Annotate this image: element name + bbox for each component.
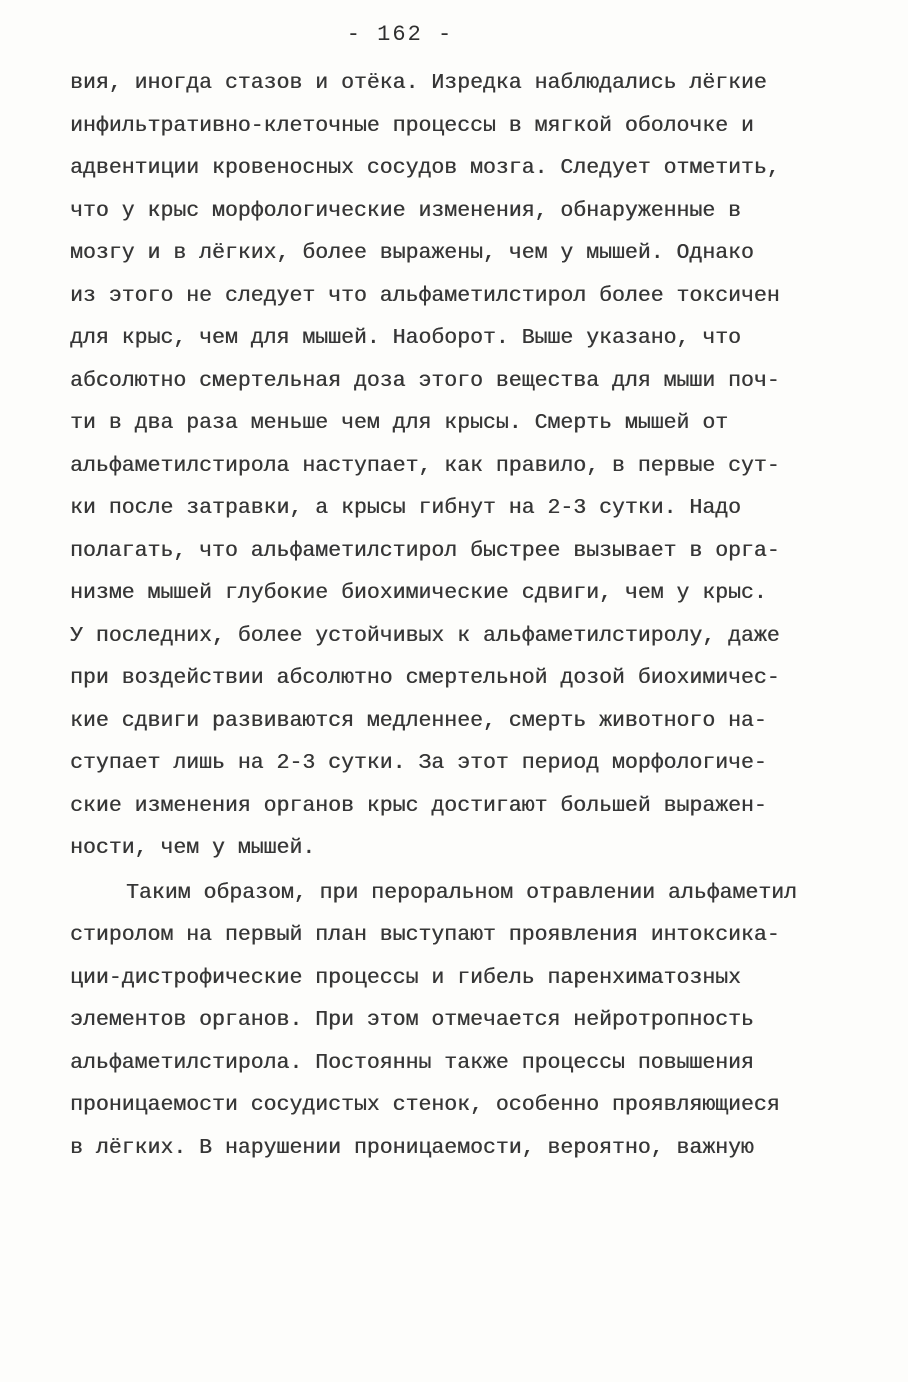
text-line: проницаемости сосудистых стенок, особенно проявляющиеся <box>70 1093 780 1117</box>
text-line: У последних, более устойчивых к альфаметилстиролу, даже <box>70 623 780 648</box>
text-line: при воздействии абсолютно смертельной дозой биохимичес- <box>70 666 780 690</box>
text-line: ти в два раза меньше чем для крысы. Смерть мышей от <box>70 411 729 435</box>
text-line: в лёгких. В нарушении проницаемости, вероятно, важную <box>70 1135 754 1160</box>
text-line: ности, чем у мышей. <box>70 836 316 860</box>
text-line: альфаметилстирола наступает, как правило, в первые сут- <box>70 453 780 478</box>
paragraph-first-line: Таким образом, при пероральном отравлении альфаметил <box>126 880 797 905</box>
text-line: кие сдвиги развиваются медленнее, смерть животного на- <box>70 708 767 733</box>
text-line: низме мышей глубокие биохимические сдвиги, чем у крыс. <box>70 581 767 605</box>
text-line: мозгу и в лёгких, более выражены, чем у мышей. Однако <box>70 241 754 265</box>
text-line: для крыс, чем для мышей. Наоборот. Выше указано, что <box>70 326 741 350</box>
text-line: инфильтративно-клеточные процессы в мягкой оболочке и <box>70 113 754 138</box>
text-line: стиролом на первый план выступают проявления интоксика- <box>70 923 780 947</box>
page-number: - 162 - <box>346 22 454 47</box>
text-line: полагать, что альфаметилстирол быстрее вызывает в орга- <box>70 538 780 563</box>
text-line: ские изменения органов крыс достигают большей выражен- <box>70 793 767 818</box>
text-line: ции-дистрофические процессы и гибель паренхиматозных <box>70 965 741 990</box>
text-line: ки после затравки, а крысы гибнут на 2-3 сутки. Надо <box>70 496 741 520</box>
text-line: что у крыс морфологические изменения, обнаруженные в <box>70 198 741 223</box>
text-line: вия, иногда стазов и отёка. Изредка наблюдались лёгкие <box>70 71 767 95</box>
text-line: альфаметилстирола. Постоянны также процессы повышения <box>70 1050 754 1075</box>
text-line: из этого не следует что альфаметилстирол более токсичен <box>70 283 780 308</box>
body-text <box>70 62 870 1169</box>
text-line: ступает лишь на 2-3 сутки. За этот период морфологиче- <box>70 751 767 775</box>
text-line: элементов органов. При этом отмечается нейротропность <box>70 1008 754 1032</box>
text-line: адвентиции кровеносных сосудов мозга. Следует отметить, <box>70 156 780 180</box>
text-line: абсолютно смертельная доза этого вещества для мыши поч- <box>70 368 780 393</box>
